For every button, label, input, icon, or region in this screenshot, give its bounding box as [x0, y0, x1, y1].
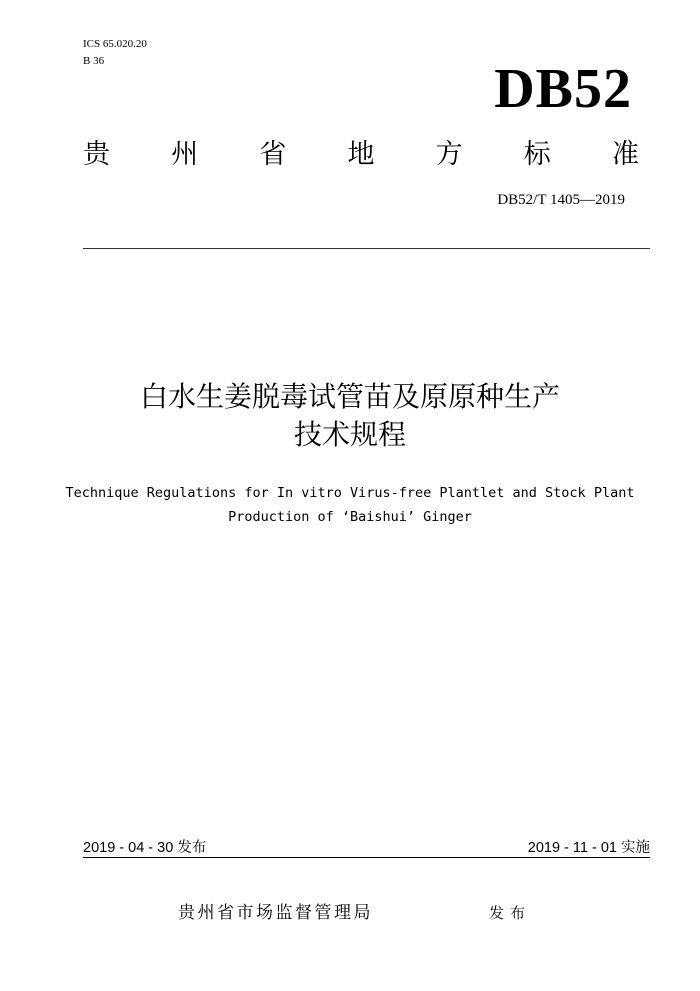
chinese-title-line-1: 白水生姜脱毒试管苗及原原种生产 — [139, 380, 560, 413]
ccs-code: B 36 — [83, 55, 105, 67]
standard-type-heading — [83, 138, 639, 172]
ics-code: ICS 65.020.20 — [83, 38, 147, 50]
footer-divider — [83, 857, 650, 858]
standard-type-char: 地 — [347, 139, 375, 170]
standard-logo: DB52 — [494, 58, 632, 120]
issuing-authority: 贵州省市场监督管理局 — [178, 903, 373, 923]
standard-type-char: 省 — [259, 139, 287, 170]
standard-type-char: 方 — [435, 139, 463, 170]
standard-number: DB52/T 1405—2019 — [497, 192, 625, 208]
english-title — [0, 481, 700, 529]
english-title-line-2: Production of ‘Baishui’ Ginger — [228, 509, 472, 525]
issue-date: 2019 - 04 - 30 发布 — [83, 840, 207, 856]
implementation-date: 2019 - 11 - 01 实施 — [527, 840, 650, 856]
english-title-line-1: Technique Regulations for In vitro Virus-free Plantlet and Stock Plant — [65, 485, 635, 501]
standard-type-char: 准 — [611, 139, 639, 170]
issued-label: 发布 — [489, 904, 532, 922]
header-divider — [83, 248, 650, 249]
standard-type-char: 贵 — [83, 139, 110, 170]
chinese-title-line-2: 技术规程 — [293, 418, 406, 451]
chinese-title — [0, 378, 700, 454]
standard-type-char: 标 — [523, 139, 551, 170]
standard-type-char: 州 — [171, 139, 199, 170]
